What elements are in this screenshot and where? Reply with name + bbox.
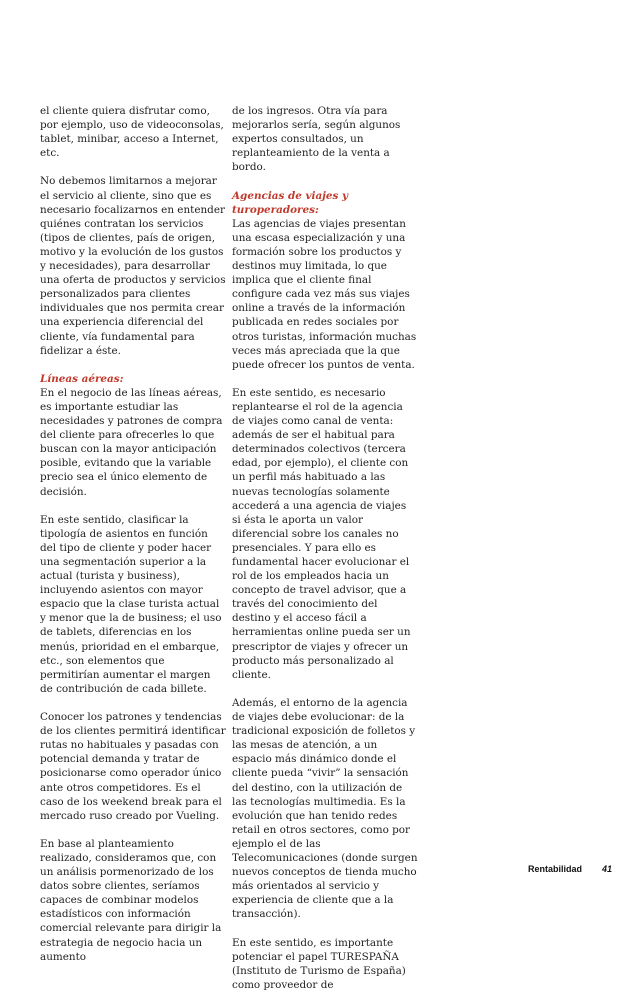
section-heading-travel-agencies: Agencias de viajes y turoperadores: bbox=[232, 189, 349, 216]
paragraph: En el negocio de las líneas aéreas, es importante estudiar las necesidades y patrones de compra del cliente para ofrecerles lo que buscan con la mayor anticipación posible, evitando que la variable precio sea el único elemento de decisión. bbox=[40, 386, 223, 498]
page-footer bbox=[0, 864, 638, 880]
paragraph: Las agencias de viajes presentan una escasa especialización y una formación sobre los productos y destinos muy limitada, lo que implica que el cliente final configure cada vez más sus viajes online a través de la información publicada en redes sociales por otros turistas, información muchas veces más apreciada que la que puede ofrecer los puntos de venta. bbox=[232, 217, 417, 371]
paragraph: En base al planteamiento realizado, consideramos que, con un análisis pormenorizado de los datos sobre clientes, seríamos capaces de combinar modelos estadísticos con información comercial relevante para dirigir la estrategia de negocio hacia un aumento bbox=[40, 837, 222, 963]
paragraph: En este sentido, es importante potenciar el papel TURESPAÑA (Instituto de Turismo de España) como proveedor de bbox=[232, 936, 406, 991]
paragraph: Además, el entorno de la agencia de viajes debe evolucionar: de la tradicional exposición de folletos y las mesas de atención, a un espacio más dinámico donde el cliente pueda “vivir” la sensación del destino, con la utilización de las tecnologías multimedia. Es la evolución que han tenido redes retail en otros sectores, como por ejemplo el de las Telecomunicaciones (donde surgen nuevos conceptos de tienda mucho más orientados al servicio y experiencia de cliente que a la transacción). bbox=[232, 696, 418, 921]
right-column bbox=[232, 104, 418, 992]
footer-section-title: Rentabilidad bbox=[527, 864, 582, 874]
paragraph: En este sentido, clasificar la tipología de asientos en función del tipo de cliente y poder hacer una segmentación superior a la actual (turista y business), incluyendo asientos con mayor espacio que la clase turista actual y menor que la de business; el uso de tablets, diferencias en los menús, prioridad en el embarque, etc., son elementos que permitirían aumentar el margen de contribución de cada billete. bbox=[40, 513, 222, 695]
page-number: 41 bbox=[601, 864, 612, 874]
paragraph: de los ingresos. Otra vía para mejorarlos sería, según algunos expertos consultados, un replanteamiento de la venta a bordo. bbox=[232, 105, 401, 174]
paragraph: Conocer los patrones y tendencias de los clientes permitirá identificar rutas no habituales y pasadas con potencial demanda y tratar de posicionarse como operador único ante otros competidores. Es el caso de los weekend break para el mercado ruso creado por Vueling. bbox=[40, 711, 226, 822]
section-heading-airlines: Líneas aéreas: bbox=[40, 372, 124, 385]
left-column bbox=[40, 104, 226, 964]
paragraph: No debemos limitarnos a mejorar el servicio al cliente, sino que es necesario focalizarnos en entender quiénes contratan los servicios (tipos de clientes, país de origen, motivo y la evolución de los gustos y necesidades), para desarrollar una oferta de productos y servicios personalizados para clientes individuales que nos permita crear una experiencia diferencial del cliente, vía fundamental para fidelizar a éste. bbox=[40, 175, 226, 357]
paragraph: En este sentido, es necesario replantearse el rol de la agencia de viajes como canal de venta: además de ser el habitual para determinados colectivos (tercera edad, por ejemplo), el cliente con un perfil más habituado a las nuevas tecnologías solamente accederá a una agencia de viajes si ésta le aporta un valor diferencial sobre los canales no presenciales. Y para ello es fundamental hacer evolucionar el rol de los empleados hacia un concepto de travel advisor, que a través del conocimiento del destino y el acceso fácil a herramientas online pueda ser un prescriptor de viajes y ofrecer un producto más personalizado al cliente. bbox=[232, 386, 411, 681]
paragraph: el cliente quiera disfrutar como, por ejemplo, uso de videoconsolas, tablet, minibar, acceso a Internet, etc. bbox=[40, 105, 224, 160]
